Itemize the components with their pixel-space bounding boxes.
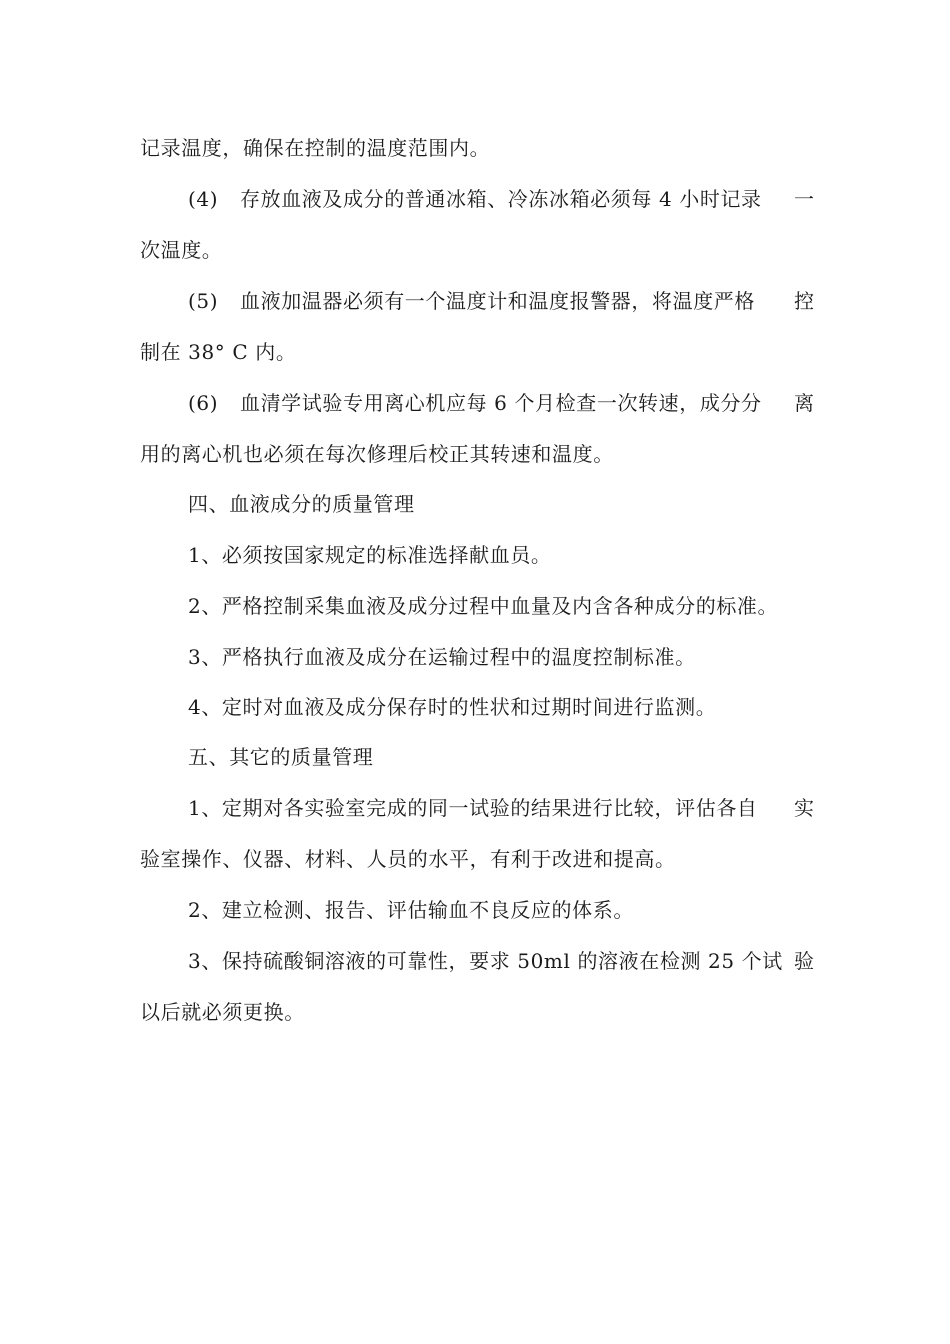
text: 1、必须按国家规定的标准选择献血员。 xyxy=(188,543,552,567)
text: 实 xyxy=(794,796,815,820)
paragraph-line xyxy=(0,898,950,922)
paragraph-line xyxy=(0,238,950,262)
text: 血清学试验专用离心机应每 6 个月检查一次转速，成分分 xyxy=(240,391,762,415)
text: 3、严格执行血液及成分在运输过程中的温度控制标准。 xyxy=(188,645,696,669)
item-number: (6) xyxy=(188,391,219,415)
text: 存放血液及成分的普通冰箱、冷冻冰箱必须每 4 小时记录 xyxy=(240,187,762,211)
paragraph-line xyxy=(0,1000,950,1024)
text: 3、保持硫酸铜溶液的可靠性，要求 50ml 的溶液在检测 25 个试 xyxy=(188,949,783,973)
text: 记录温度，确保在控制的温度范围内。 xyxy=(140,136,491,160)
text: 一 xyxy=(794,187,815,211)
paragraph-line xyxy=(0,847,950,871)
text: 4、定时对血液及成分保存时的性状和过期时间进行监测。 xyxy=(188,695,717,719)
item-number: (5) xyxy=(188,289,219,313)
section-heading xyxy=(0,745,950,769)
item-number: (4) xyxy=(188,187,219,211)
text: 1、定期对各实验室完成的同一试验的结果进行比较，评估各自 xyxy=(188,796,758,820)
section-heading xyxy=(0,492,950,516)
paragraph-line xyxy=(0,645,950,669)
paragraph-line xyxy=(0,695,950,719)
paragraph-line xyxy=(0,340,950,364)
text: 验室操作、仪器、材料、人员的水平，有利于改进和提高。 xyxy=(140,847,676,871)
text: 2、建立检测、报告、评估输血不良反应的体系。 xyxy=(188,898,634,922)
text: 验 xyxy=(794,949,815,973)
text: 四、血液成分的质量管理 xyxy=(188,492,415,516)
text: 血液加温器必须有一个温度计和温度报警器，将温度严格 xyxy=(240,289,755,313)
paragraph-line xyxy=(0,289,950,313)
text: 用的离心机也必须在每次修理后校正其转速和温度。 xyxy=(140,442,614,466)
text: 以后就必须更换。 xyxy=(140,1000,305,1024)
text: 离 xyxy=(794,391,815,415)
paragraph-line xyxy=(0,796,950,820)
paragraph-line xyxy=(0,442,950,466)
paragraph-line xyxy=(0,136,950,160)
paragraph-line xyxy=(0,949,950,973)
paragraph-line xyxy=(0,391,950,415)
paragraph-line xyxy=(0,187,950,211)
paragraph-line xyxy=(0,543,950,567)
paragraph-line xyxy=(0,594,950,618)
text: 次温度。 xyxy=(140,238,223,262)
text: 制在 38° C 内。 xyxy=(140,340,297,364)
text: 控 xyxy=(794,289,815,313)
text: 2、严格控制采集血液及成分过程中血量及内含各种成分的标准。 xyxy=(188,594,779,618)
text: 五、其它的质量管理 xyxy=(188,745,374,769)
